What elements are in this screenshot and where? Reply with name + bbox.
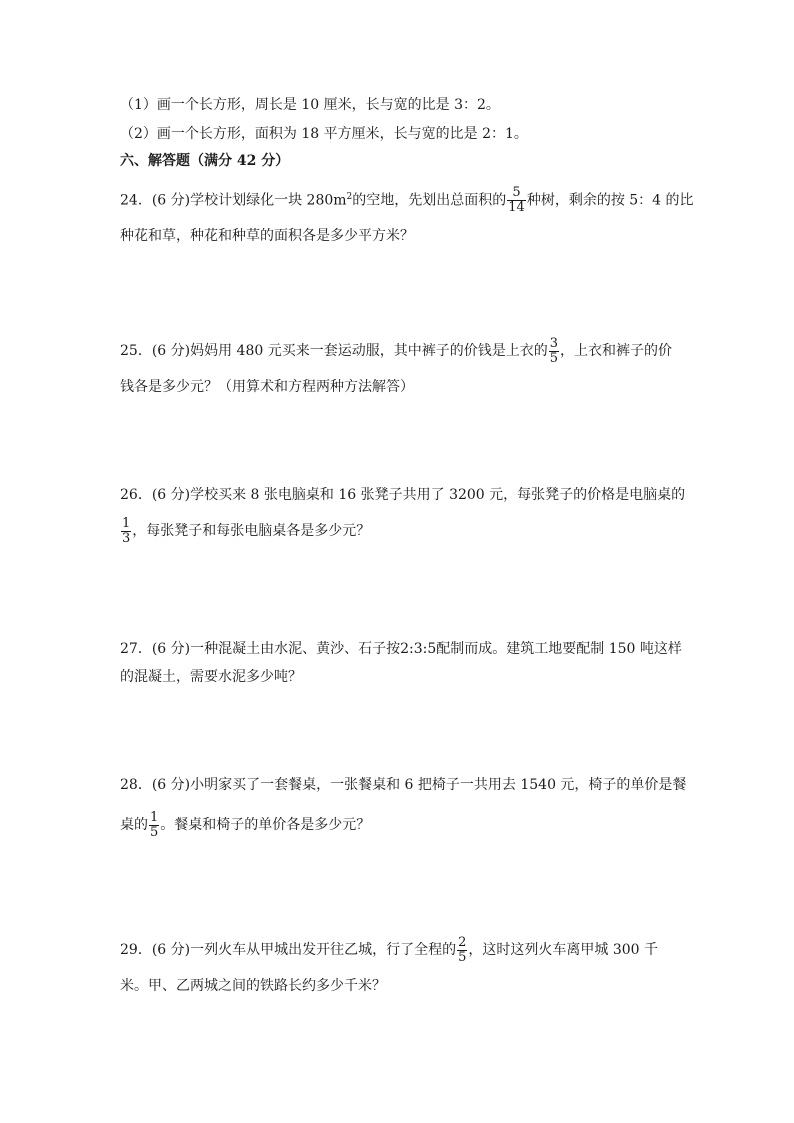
q29-fraction-denominator: 5	[458, 949, 467, 965]
question-29-line-2: 米。甲、乙两城之间的铁路长约多少千米？	[120, 978, 386, 994]
q28-text-b: 。餐桌和椅子的单价各是多少元？	[160, 817, 371, 833]
q29-fraction	[457, 936, 467, 965]
q25-text-a: 25．(6 分)妈妈用 480 元买来一套运动服，其中裤子的价钱是上衣的	[120, 343, 548, 359]
q24-text-b: 的空地，先划出总面积的	[352, 192, 507, 209]
previous-part-item-1: （1）画一个长方形，周长是 10 厘米，长与宽的比是 3：2。	[120, 97, 500, 113]
question-28-line-2	[120, 808, 370, 842]
q24-text-c: 种树，剩余的按 5：4 的比	[526, 192, 694, 209]
q25-fraction-denominator: 5	[549, 350, 558, 366]
question-27-line-2: 的混凝土，需要水泥多少吨？	[120, 669, 302, 685]
q24-superscript: 2	[346, 192, 353, 202]
question-27-line-1: 27．(6 分)一种混凝土由水泥、黄沙、石子按2:3:5配制而成。建筑工地要配制 150 吨这样	[120, 641, 682, 657]
q29-text-a: 29．(6 分)一列火车从甲城出发开往乙城，行了全程的	[120, 942, 457, 958]
q25-text-b: ，上衣和裤子的价	[560, 343, 672, 359]
q25-fraction	[549, 337, 559, 366]
question-29-line-1	[120, 933, 658, 967]
q26-fraction-denominator: 3	[122, 530, 131, 546]
question-24-line-2: 种花和草，种花和种草的面积各是多少平方米？	[120, 228, 414, 244]
q26-fraction	[121, 517, 131, 546]
question-26-line-1: 26．(6 分)学校买来 8 张电脑桌和 16 张凳子共用了 3200 元，每张凳子的价格是电脑桌的	[120, 487, 686, 503]
q24-fraction-denominator: 14	[508, 200, 525, 216]
question-25-line-2: 钱各是多少元？（用算术和方程两种方法解答）	[120, 379, 414, 395]
q25-fraction-numerator: 3	[549, 335, 558, 351]
q26-fraction-numerator: 1	[122, 515, 131, 531]
question-25-line-1	[120, 334, 672, 368]
previous-part-item-2: （2）画一个长方形，面积为 18 平方厘米，长与宽的比是 2：1。	[120, 126, 528, 142]
question-24-line-1	[120, 180, 694, 218]
section-heading: 六、解答题（满分 42 分）	[120, 153, 290, 169]
q29-text-b: ，这时这列火车离甲城 300 千	[468, 942, 659, 958]
q28-text-a: 桌的	[120, 817, 148, 833]
q24-fraction	[507, 186, 526, 215]
q29-fraction-numerator: 2	[458, 934, 467, 950]
q28-fraction	[149, 811, 159, 840]
q28-fraction-numerator: 1	[150, 809, 159, 825]
question-28-line-1: 28．(6 分)小明家买了一套餐桌，一张餐桌和 6 把椅子一共用去 1540 元，椅子的单价是餐	[120, 777, 687, 793]
question-26-line-2	[120, 514, 370, 548]
q24-fraction-numerator: 5	[512, 185, 521, 201]
q28-fraction-denominator: 5	[150, 824, 159, 840]
q26-text: ，每张凳子和每张电脑桌各是多少元？	[132, 523, 371, 539]
q24-text-a: 24．(6 分)学校计划绿化一块 280m	[120, 192, 347, 209]
